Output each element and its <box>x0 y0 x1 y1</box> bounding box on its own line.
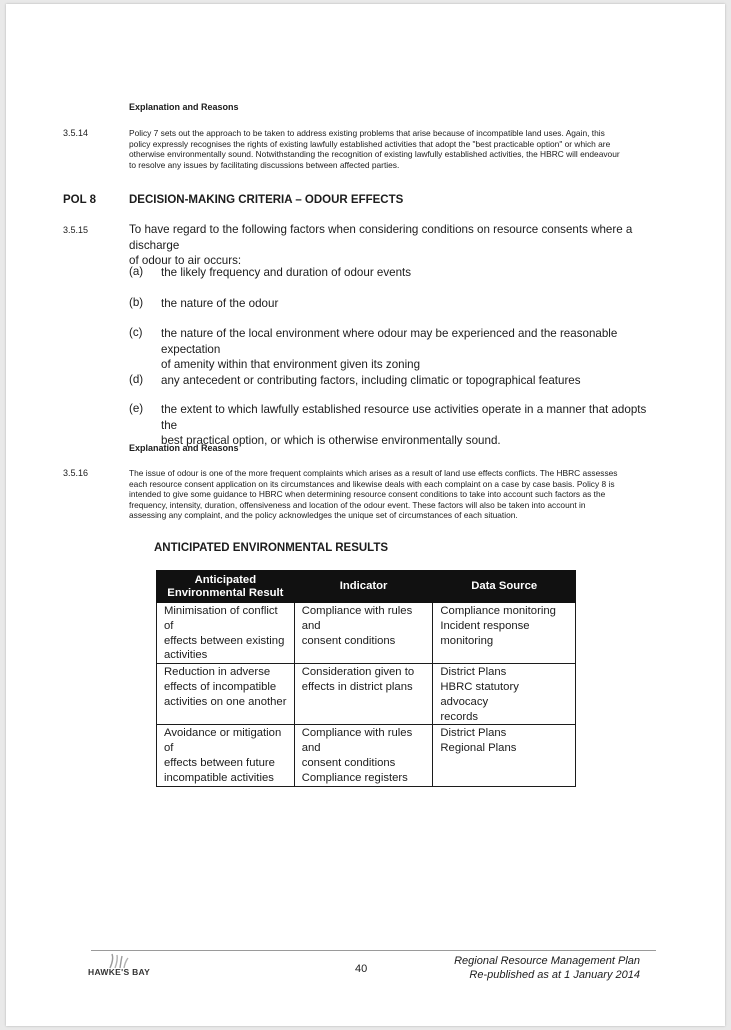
cell-line: District Plans <box>440 666 507 679</box>
paragraph-3-5-15 <box>129 222 659 269</box>
cell-line: consent conditions <box>301 756 396 769</box>
text-line: of odour to air occurs: <box>129 254 242 267</box>
cell-line: activities on one another <box>164 695 287 708</box>
policy-number: POL 8 <box>63 194 97 206</box>
header-line: Anticipated <box>194 573 257 586</box>
cell-line: monitoring <box>440 634 494 647</box>
paragraph-number-3-5-15: 3.5.15 <box>63 225 89 235</box>
logo-text: HAWKE'S BAY <box>88 967 151 977</box>
republished-date: Re-published as at 1 January 2014 <box>469 969 640 981</box>
header-line: Data Source <box>471 580 538 592</box>
text-line: Policy 7 sets out the approach to be taken to address existing problems that arise because of incompatible land uses. Again, this <box>129 128 605 138</box>
text-line: assessing any complaint, and the policy acknowledges the unique set of circumstances of each situation. <box>129 510 518 521</box>
table-cell <box>433 603 576 664</box>
list-item <box>161 326 661 373</box>
cell-line: Compliance with rules and <box>301 605 413 632</box>
list-item-label: (d) <box>129 373 144 386</box>
text-line: best practical option, or which is otherwise environmentally sound. <box>161 434 501 447</box>
list-item-label: (a) <box>129 265 144 278</box>
page-number: 40 <box>355 963 368 975</box>
cell-line: Minimisation of conflict of <box>164 605 278 632</box>
cell-line: effects of incompatible <box>164 680 277 693</box>
table-cell <box>294 603 433 664</box>
text-line: the extent to which lawfully established resource use activities operate in a manner that adopts the <box>161 403 647 432</box>
cell-line: Consideration given to <box>301 666 415 679</box>
text-line: frequency, intensity, duration, offensiveness and location of the odour event. These factors will also be taken into account in <box>129 499 586 510</box>
table-cell <box>294 664 433 725</box>
list-item-label: (e) <box>129 402 144 415</box>
text-line: the nature of the odour <box>161 297 279 310</box>
cell-line: effects between existing <box>164 634 285 647</box>
paragraph-number-3-5-16: 3.5.16 <box>63 468 89 478</box>
plan-title: Regional Resource Management Plan <box>454 955 640 967</box>
policy-title: DECISION-MAKING CRITERIA – ODOUR EFFECTS <box>129 194 404 206</box>
text-line: each resource consent application on its circumstances and likewise deals with each complaint on a case by case basis. Policy 8 is <box>129 478 615 489</box>
column-header-result <box>157 571 295 603</box>
text-line: otherwise environmentally sound. Notwithstanding the recognition of existing lawfully established activities, the HBRC will endeavour <box>129 149 620 160</box>
list-item <box>161 296 661 312</box>
text-line: policy expressly recognises the rights of existing lawfully established activities that adopt the "best practicable option" or which are <box>129 138 611 149</box>
document-page <box>6 4 725 1026</box>
cell-line: records <box>440 710 479 723</box>
aer-table <box>156 570 576 787</box>
text-line: to resolve any issues by facilitating discussions between affected parties. <box>129 159 400 170</box>
text-line: The issue of odour is one of the more frequent complaints which arises as a result of land use effects conflicts. The HBRC assesses <box>129 468 618 478</box>
cell-line: District Plans <box>440 727 507 740</box>
list-item <box>161 402 661 449</box>
table-cell <box>433 725 576 786</box>
list-item-label: (c) <box>129 326 143 339</box>
explanation-heading-1: Explanation and Reasons <box>129 102 239 112</box>
cell-line: Compliance registers <box>301 771 408 784</box>
cell-line: incompatible activities <box>164 771 274 784</box>
hawkes-bay-logo <box>88 953 164 993</box>
table-cell <box>433 664 576 725</box>
list-item <box>161 373 661 389</box>
cell-line: consent conditions <box>301 634 396 647</box>
cell-line: effects between future <box>164 756 275 769</box>
column-header-data-source <box>433 571 576 603</box>
paragraph-3-5-16 <box>129 468 651 521</box>
cell-line: Regional Plans <box>440 742 517 755</box>
table-header-row <box>157 571 576 603</box>
paragraph-3-5-14 <box>129 128 651 170</box>
text-line: intended to give some guidance to HBRC when determining resource consent conditions to take into account such factors as the <box>129 489 606 500</box>
explanation-heading-2: Explanation and Reasons <box>129 443 239 453</box>
cell-line: HBRC statutory advocacy <box>440 680 519 708</box>
cell-line: effects in district plans <box>301 680 413 693</box>
footer-divider <box>91 950 656 951</box>
footer-plan-info <box>454 954 640 982</box>
cell-line: Incident response <box>440 619 530 632</box>
table-cell <box>157 725 295 786</box>
paragraph-number-3-5-14: 3.5.14 <box>63 128 89 138</box>
table-cell <box>294 725 433 786</box>
text-line: of amenity within that environment given its zoning <box>161 358 421 371</box>
text-line: the nature of the local environment where odour may be experienced and the reasonable expectation <box>161 327 618 356</box>
list-item <box>161 265 661 281</box>
cell-line: Compliance monitoring <box>440 605 556 617</box>
table-row <box>157 664 576 725</box>
cell-line: Reduction in adverse <box>164 666 271 679</box>
column-header-indicator <box>294 571 433 603</box>
table-row <box>157 603 576 664</box>
cell-line: Avoidance or mitigation of <box>164 727 282 755</box>
aer-title: ANTICIPATED ENVIRONMENTAL RESULTS <box>154 542 389 554</box>
text-line: To have regard to the following factors when considering conditions on resource consents where a discharge <box>129 223 633 252</box>
text-line: the likely frequency and duration of odour events <box>161 266 412 279</box>
text-line: any antecedent or contributing factors, including climatic or topographical features <box>161 374 581 387</box>
table-cell <box>157 664 295 725</box>
cell-line: Compliance with rules and <box>301 727 413 755</box>
header-line: Indicator <box>339 580 388 592</box>
cell-line: activities <box>164 649 208 662</box>
table-row <box>157 725 576 786</box>
header-line: Environmental Result <box>167 586 284 599</box>
list-item-label: (b) <box>129 296 144 309</box>
table-cell <box>157 603 295 664</box>
